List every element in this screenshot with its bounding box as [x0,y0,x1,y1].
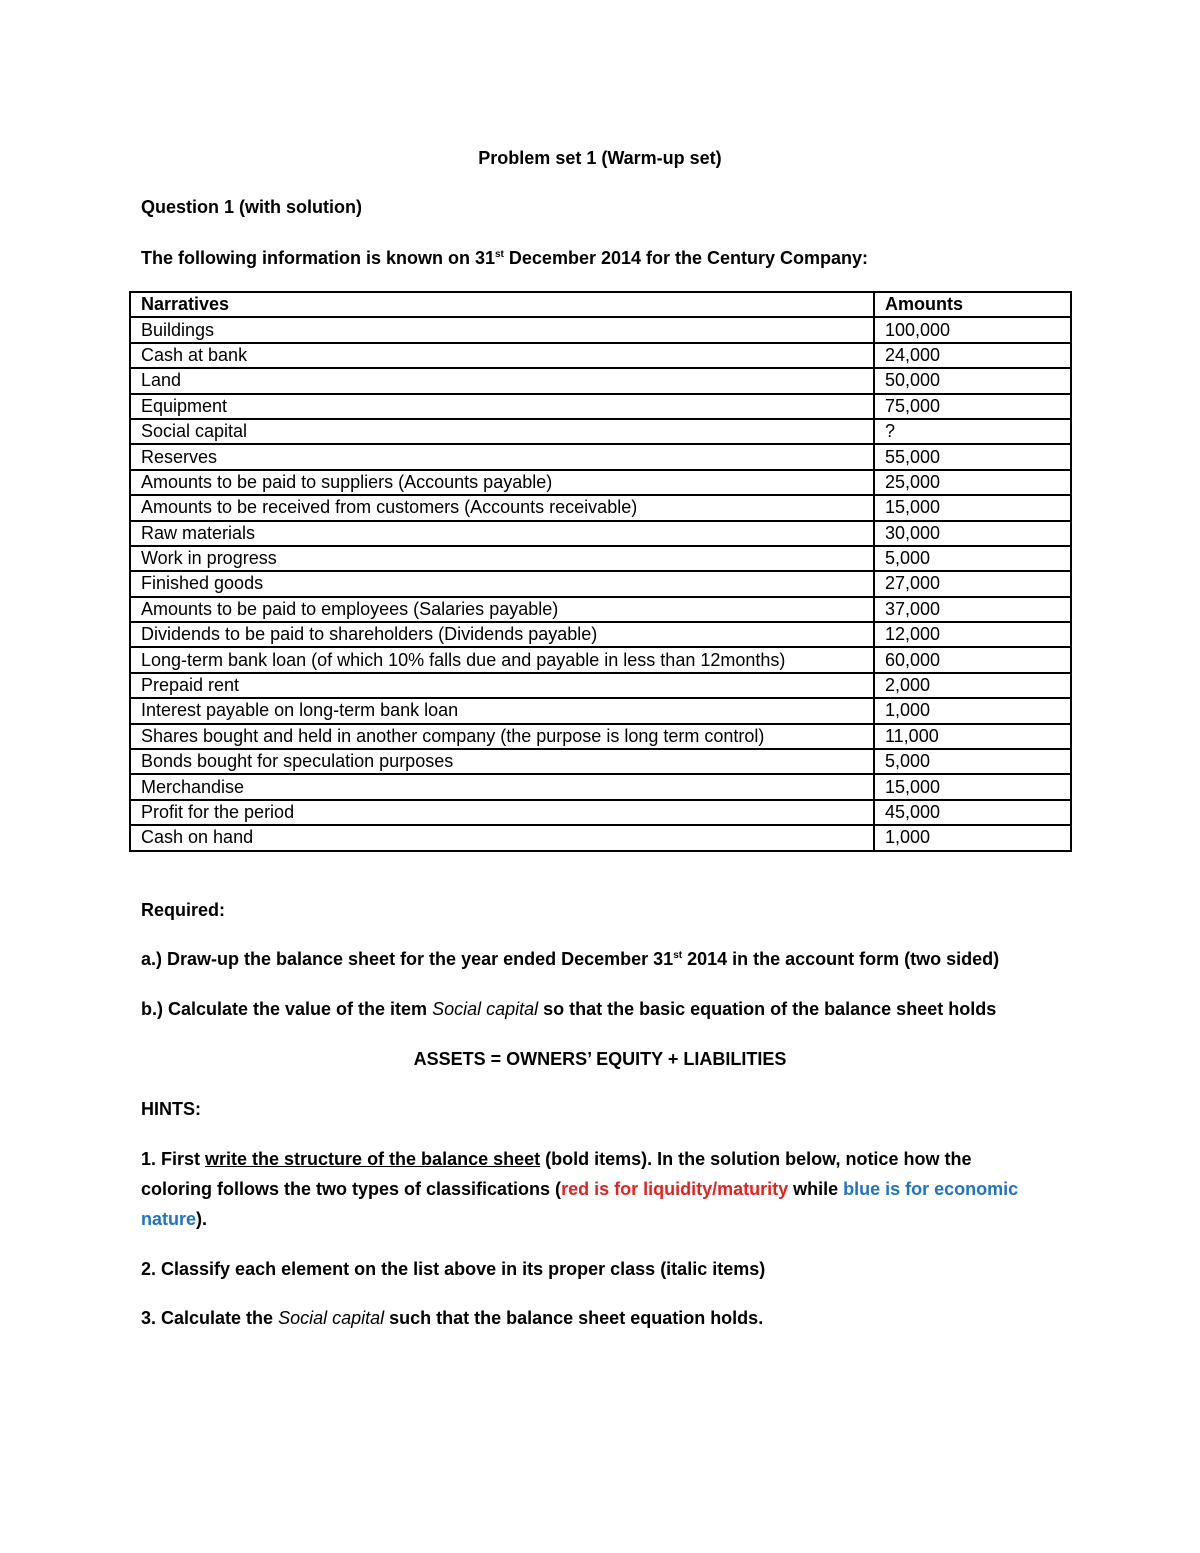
narrative-cell: Amounts to be paid to employees (Salaries payable) [130,597,874,622]
hint-1-line-2 [141,1174,1071,1204]
narrative-cell: Shares bought and held in another company (the purpose is long term control) [130,724,874,749]
header-amounts: Amounts [874,292,1071,317]
narrative-cell: Cash at bank [130,343,874,368]
narrative-cell: Bonds bought for speculation purposes [130,749,874,774]
table-row [130,317,1071,342]
table-row [130,698,1071,723]
amount-cell: 15,000 [874,495,1071,520]
narrative-cell: Raw materials [130,521,874,546]
hint1-red-text: red is for liquidity/maturity [561,1179,789,1199]
page-title: Problem set 1 (Warm-up set) [478,148,722,168]
amount-cell: 45,000 [874,800,1071,825]
amount-cell: 11,000 [874,724,1071,749]
hint3-italic: Social capital [278,1308,385,1328]
table-row [130,647,1071,672]
table-row [130,343,1071,368]
amount-cell: 1,000 [874,698,1071,723]
hint1-line2-before: coloring follows the two types of classifications ( [141,1179,562,1199]
balance-equation: ASSETS = OWNERS’ EQUITY + LIABILITIES [413,1049,787,1069]
req-a-after: 2014 in the account form (two sided) [682,949,1000,969]
narrative-cell: Reserves [130,444,874,469]
req-a-before: a.) Draw-up the balance sheet for the year ended December 31 [141,949,674,969]
table-row [130,825,1071,850]
intro-sup: st [495,249,504,260]
table-row [130,800,1071,825]
hint1-prefix: 1. First [141,1149,206,1169]
narrative-cell: Cash on hand [130,825,874,850]
narrative-cell: Long-term bank loan (of which 10% falls due and payable in less than 12months) [130,647,874,672]
amount-cell: 2,000 [874,673,1071,698]
hint1-while: while [788,1179,844,1199]
table-row [130,394,1071,419]
table-row [130,444,1071,469]
table-row [130,597,1071,622]
req-b-italic: Social capital [432,999,539,1019]
data-table [129,291,1072,852]
narrative-cell: Finished goods [130,571,874,596]
amount-cell: 12,000 [874,622,1071,647]
amount-cell: 1,000 [874,825,1071,850]
hint-3 [141,1303,1071,1333]
req-a-sup: st [673,950,683,961]
hint1-end: ). [196,1209,208,1229]
table-row [130,470,1071,495]
narrative-cell: Dividends to be paid to shareholders (Dividends payable) [130,622,874,647]
required-label: Required: [141,900,226,920]
table-row [130,368,1071,393]
question-heading: Question 1 (with solution) [141,197,362,217]
req-b-before: b.) Calculate the value of the item [141,999,433,1019]
narrative-cell: Land [130,368,874,393]
requirement-b [141,994,1071,1024]
amount-cell: 75,000 [874,394,1071,419]
table-row [130,774,1071,799]
table-row [130,546,1071,571]
narrative-cell: Amounts to be received from customers (Accounts receivable) [130,495,874,520]
narrative-cell: Buildings [130,317,874,342]
amount-cell: 27,000 [874,571,1071,596]
hint1-blue-text: blue is for economic [843,1179,1019,1199]
table-body [130,317,1071,850]
amount-cell: 60,000 [874,647,1071,672]
requirement-a [141,944,1071,974]
amount-cell: 5,000 [874,749,1071,774]
intro-before: The following information is known on 31 [141,248,495,268]
hint1-blue-text-2: nature [141,1209,197,1229]
req-b-after: so that the basic equation of the balance sheet holds [538,999,997,1019]
narrative-cell: Merchandise [130,774,874,799]
intro-text [141,243,1071,273]
amount-cell: 37,000 [874,597,1071,622]
hint-1-line-3 [141,1204,1071,1234]
table-row [130,495,1071,520]
hint-1-line-1 [141,1144,1071,1174]
table-row [130,571,1071,596]
amount-cell: 5,000 [874,546,1071,571]
hint3-after: such that the balance sheet equation holds. [384,1308,764,1328]
amount-cell: 100,000 [874,317,1071,342]
table-row [130,724,1071,749]
hint1-middle: (bold items). In the solution below, notice how the [540,1149,972,1169]
amount-cell: 50,000 [874,368,1071,393]
narrative-cell: Equipment [130,394,874,419]
narrative-cell: Amounts to be paid to suppliers (Accounts payable) [130,470,874,495]
narrative-cell: Prepaid rent [130,673,874,698]
amount-cell: 25,000 [874,470,1071,495]
hint1-underlined: write the structure of the balance sheet [205,1149,541,1169]
table-row [130,673,1071,698]
table-row [130,419,1071,444]
amount-cell: 24,000 [874,343,1071,368]
header-narratives: Narratives [130,292,874,317]
table-row [130,749,1071,774]
narrative-cell: Work in progress [130,546,874,571]
hints-label: HINTS: [141,1099,201,1119]
narrative-cell: Profit for the period [130,800,874,825]
table-row [130,521,1071,546]
amount-cell: 30,000 [874,521,1071,546]
amount-cell: 55,000 [874,444,1071,469]
amount-cell: ? [874,419,1071,444]
hint-2: 2. Classify each element on the list above in its proper class (italic items) [141,1259,766,1279]
hint3-before: 3. Calculate the [141,1308,279,1328]
intro-after: December 2014 for the Century Company: [503,248,869,268]
table-header-row [130,292,1071,317]
table-row [130,622,1071,647]
narrative-cell: Interest payable on long-term bank loan [130,698,874,723]
amount-cell: 15,000 [874,774,1071,799]
narrative-cell: Social capital [130,419,874,444]
